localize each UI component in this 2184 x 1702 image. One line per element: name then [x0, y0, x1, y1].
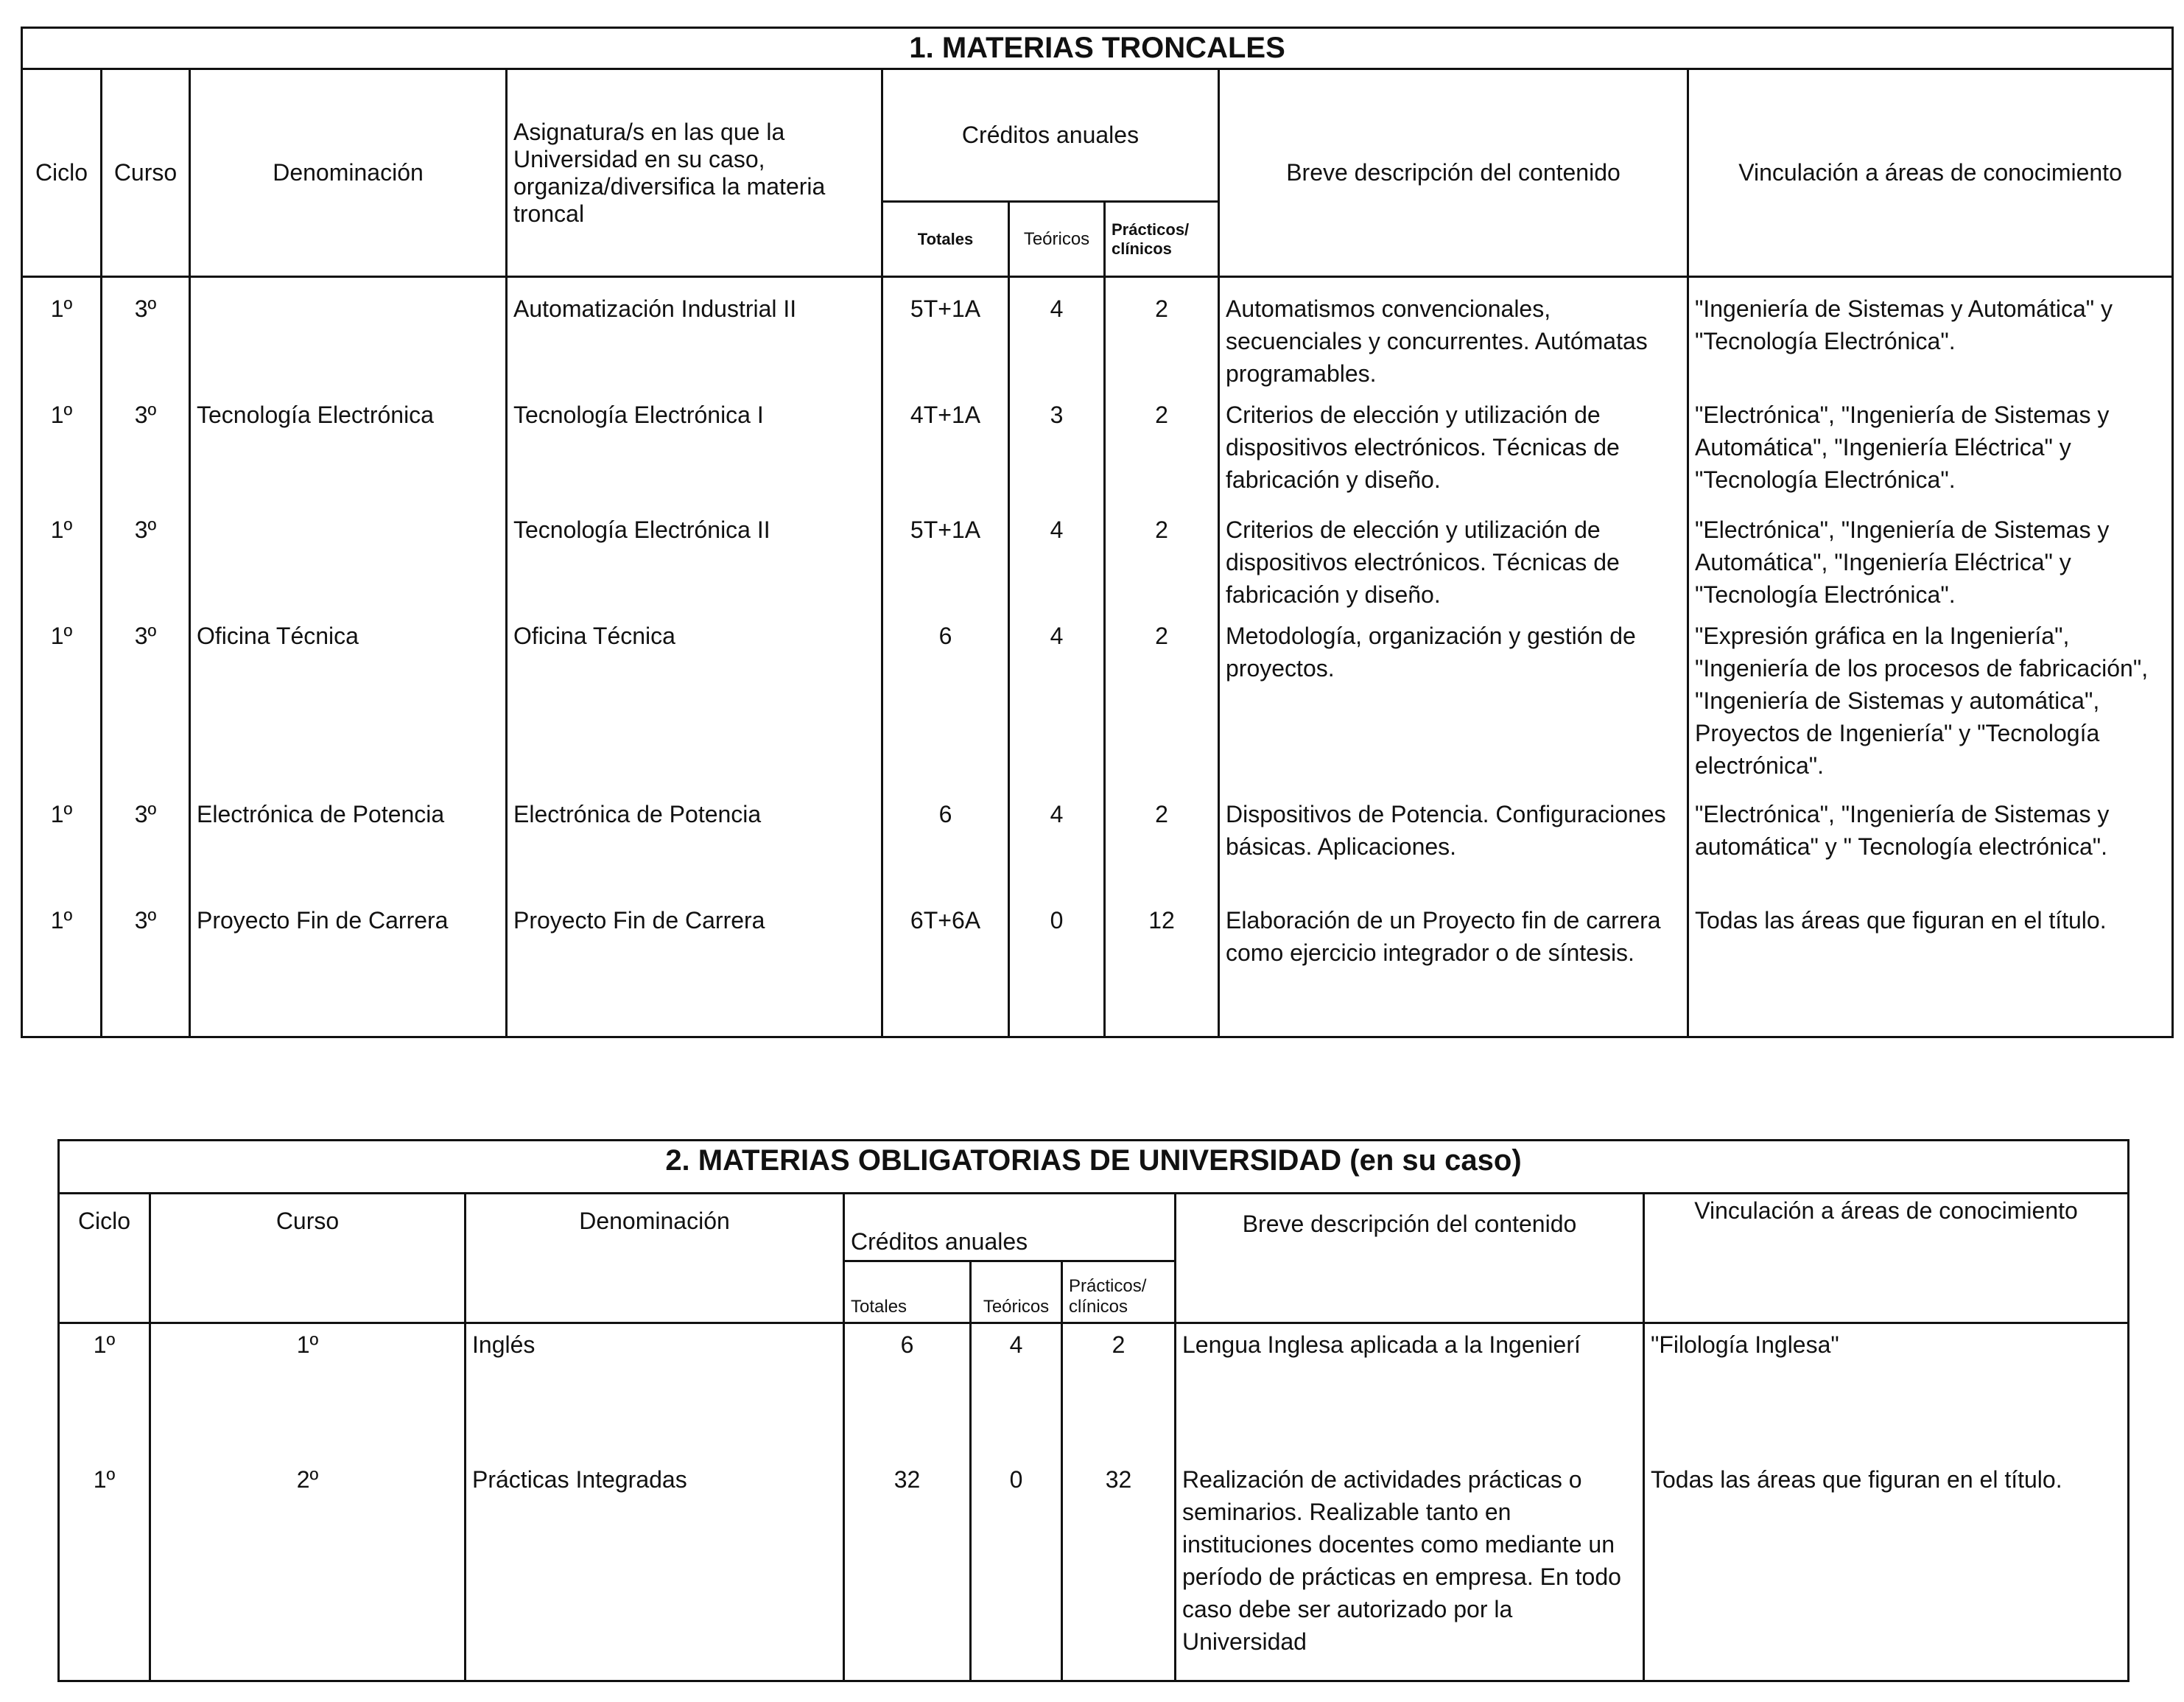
cell-descripcion: Criterios de elección y utilización de dispositivos electrónicos. Técnicas de fabricación y diseño. — [1219, 509, 1688, 615]
col-practicos-header: Prácticos/ clínicos — [1105, 202, 1219, 277]
cell-curso: 3º — [102, 900, 190, 1037]
col-curso-header: Curso — [150, 1194, 466, 1323]
col-practicos-header: Prácticos/ clínicos — [1062, 1261, 1176, 1323]
cell-descripcion: Realización de actividades prácticas o seminarios. Realizable tanto en instituciones docentes como mediante un período de prácticas en empresa. En todo caso debe ser autorizado por la Universidad — [1176, 1459, 1644, 1681]
cell-descripcion: Elaboración de un Proyecto fin de carrera como ejercicio integrador o de síntesis. — [1219, 900, 1688, 1037]
cell-denominacion: Prácticas Integradas — [466, 1459, 844, 1681]
col-denominacion-header: Denominación — [466, 1194, 844, 1323]
cell-vinculacion: "Electrónica", "Ingeniería de Sistemas y Automática", "Ingeniería Eléctrica" y "Tecnología Electrónica". — [1688, 394, 2173, 509]
col-totales-header: Totales — [882, 202, 1009, 277]
col-denominacion-header: Denominación — [190, 69, 507, 277]
cell-vinculacion: Todas las áreas que figuran en el título. — [1644, 1459, 2129, 1681]
cell-practicos: 2 — [1105, 794, 1219, 900]
table-row — [59, 1459, 2129, 1681]
cell-ciclo: 1º — [59, 1459, 150, 1681]
col-totales-header: Totales — [844, 1261, 971, 1323]
cell-descripcion: Lengua Inglesa aplicada a la Ingenierí — [1176, 1323, 1644, 1459]
cell-asignatura: Oficina Técnica — [507, 615, 882, 794]
cell-vinculacion: "Expresión gráfica en la Ingeniería", "Ingeniería de los procesos de fabricación", "Ingeniería de Sistemas y automática", Proyectos de Ingeniería" y "Tecnología electrónica". — [1688, 615, 2173, 794]
cell-teoricos: 4 — [1009, 277, 1105, 395]
cell-curso: 3º — [102, 509, 190, 615]
cell-teoricos: 3 — [1009, 394, 1105, 509]
cell-descripcion: Metodología, organización y gestión de proyectos. — [1219, 615, 1688, 794]
cell-denominacion: Electrónica de Potencia — [190, 794, 507, 900]
cell-denominacion — [190, 277, 507, 395]
cell-teoricos: 4 — [971, 1323, 1062, 1459]
col-vinculacion-header: Vinculación a áreas de conocimiento — [1688, 69, 2173, 277]
col-creditos-header: Créditos anuales — [882, 69, 1219, 202]
cell-ciclo: 1º — [59, 1323, 150, 1459]
table-row — [22, 794, 2173, 900]
col-curso-header: Curso — [102, 69, 190, 277]
cell-practicos: 2 — [1105, 615, 1219, 794]
col-descripcion-header: Breve descripción del contenido — [1219, 69, 1688, 277]
cell-teoricos: 0 — [971, 1459, 1062, 1681]
col-creditos-header: Créditos anuales — [844, 1194, 1176, 1261]
cell-descripcion: Automatismos convencionales, secuenciales y concurrentes. Autómatas programables. — [1219, 277, 1688, 395]
cell-practicos: 12 — [1105, 900, 1219, 1037]
cell-teoricos: 4 — [1009, 509, 1105, 615]
cell-asignatura: Automatización Industrial II — [507, 277, 882, 395]
cell-totales: 6 — [882, 615, 1009, 794]
table-row — [22, 277, 2173, 395]
cell-denominacion — [190, 509, 507, 615]
cell-totales: 4T+1A — [882, 394, 1009, 509]
cell-totales: 6 — [844, 1323, 971, 1459]
cell-curso: 3º — [102, 615, 190, 794]
table2-title: 2. MATERIAS OBLIGATORIAS DE UNIVERSIDAD (en su caso) — [59, 1141, 2129, 1194]
table1-title: 1. MATERIAS TRONCALES — [22, 28, 2173, 69]
cell-totales: 6 — [882, 794, 1009, 900]
cell-ciclo: 1º — [22, 615, 102, 794]
cell-vinculacion: "Ingeniería de Sistemas y Automática" y "Tecnología Electrónica". — [1688, 277, 2173, 395]
table-row — [22, 900, 2173, 1037]
cell-curso: 3º — [102, 794, 190, 900]
cell-vinculacion: "Electrónica", "Ingeniería de Sistemas y automática" y " Tecnología electrónica". — [1688, 794, 2173, 900]
cell-denominacion: Oficina Técnica — [190, 615, 507, 794]
cell-curso: 2º — [150, 1459, 466, 1681]
cell-ciclo: 1º — [22, 794, 102, 900]
cell-practicos: 2 — [1105, 394, 1219, 509]
col-teoricos-header: Teóricos — [971, 1261, 1062, 1323]
cell-totales: 5T+1A — [882, 277, 1009, 395]
cell-ciclo: 1º — [22, 394, 102, 509]
table-row — [22, 615, 2173, 794]
cell-descripcion: Criterios de elección y utilización de dispositivos electrónicos. Técnicas de fabricación y diseño. — [1219, 394, 1688, 509]
col-ciclo-header: Ciclo — [22, 69, 102, 277]
cell-denominacion: Proyecto Fin de Carrera — [190, 900, 507, 1037]
cell-teoricos: 4 — [1009, 794, 1105, 900]
cell-practicos: 32 — [1062, 1459, 1176, 1681]
cell-practicos: 2 — [1105, 509, 1219, 615]
col-vinculacion-header: Vinculación a áreas de conocimiento — [1644, 1194, 2129, 1323]
cell-curso: 1º — [150, 1323, 466, 1459]
cell-vinculacion: "Electrónica", "Ingeniería de Sistemas y Automática", "Ingeniería Eléctrica" y "Tecnología Electrónica". — [1688, 509, 2173, 615]
cell-ciclo: 1º — [22, 277, 102, 395]
cell-descripcion: Dispositivos de Potencia. Configuraciones básicas. Aplicaciones. — [1219, 794, 1688, 900]
col-ciclo-header: Ciclo — [59, 1194, 150, 1323]
cell-denominacion: Inglés — [466, 1323, 844, 1459]
col-teoricos-header: Teóricos — [1009, 202, 1105, 277]
cell-curso: 3º — [102, 394, 190, 509]
cell-vinculacion: Todas las áreas que figuran en el título. — [1688, 900, 2173, 1037]
cell-totales: 32 — [844, 1459, 971, 1681]
cell-ciclo: 1º — [22, 509, 102, 615]
cell-vinculacion: "Filología Inglesa" — [1644, 1323, 2129, 1459]
cell-practicos: 2 — [1105, 277, 1219, 395]
materias-troncales-table — [21, 27, 2174, 1038]
cell-totales: 5T+1A — [882, 509, 1009, 615]
table-row — [22, 509, 2173, 615]
cell-ciclo: 1º — [22, 900, 102, 1037]
cell-totales: 6T+6A — [882, 900, 1009, 1037]
cell-denominacion: Tecnología Electrónica — [190, 394, 507, 509]
cell-teoricos: 4 — [1009, 615, 1105, 794]
cell-practicos: 2 — [1062, 1323, 1176, 1459]
cell-asignatura: Tecnología Electrónica II — [507, 509, 882, 615]
materias-obligatorias-table — [57, 1139, 2129, 1682]
col-descripcion-header: Breve descripción del contenido — [1176, 1194, 1644, 1323]
cell-asignatura: Proyecto Fin de Carrera — [507, 900, 882, 1037]
table-row — [59, 1323, 2129, 1459]
cell-teoricos: 0 — [1009, 900, 1105, 1037]
table-row — [22, 394, 2173, 509]
cell-curso: 3º — [102, 277, 190, 395]
cell-asignatura: Electrónica de Potencia — [507, 794, 882, 900]
col-asignaturas-header: Asignatura/s en las que la Universidad en su caso, organiza/diversifica la materia troncal — [507, 69, 882, 277]
cell-asignatura: Tecnología Electrónica I — [507, 394, 882, 509]
